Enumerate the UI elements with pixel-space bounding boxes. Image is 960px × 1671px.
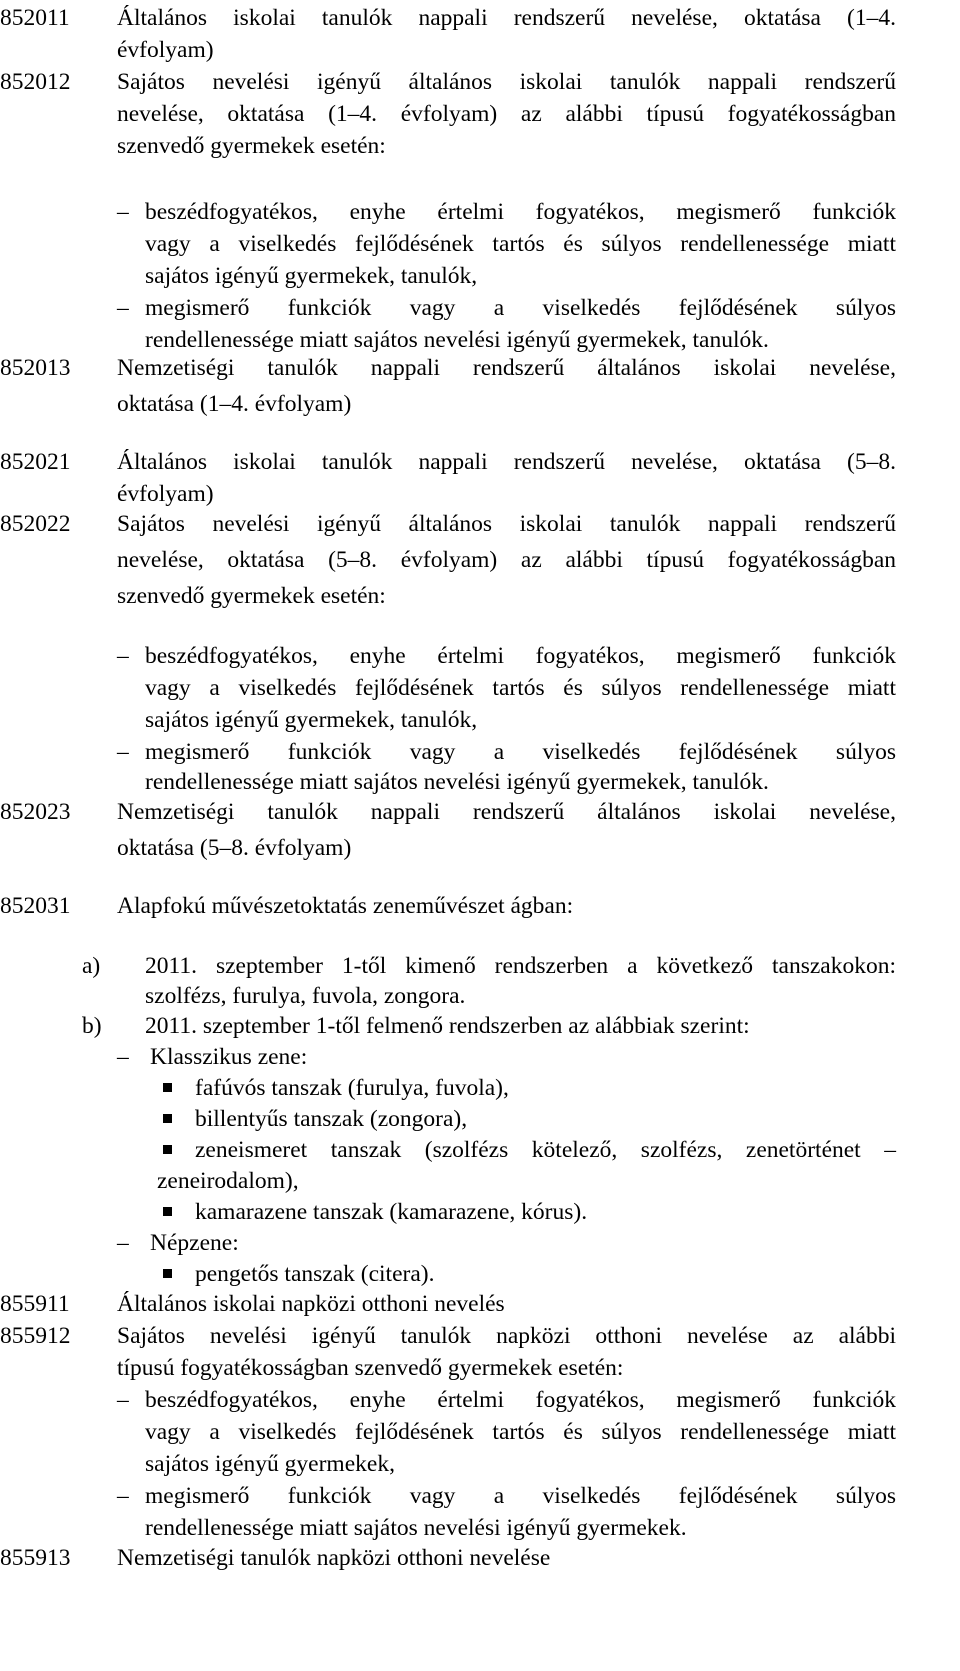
sub-item-text: fafúvós tanszak (furulya, fuvola), bbox=[195, 1075, 509, 1101]
bullet-text-line: vagy a viselkedés fejlődésének tartós és súlyos rendellenessége miatt bbox=[145, 1419, 896, 1445]
bullet-text-line: vagy a viselkedés fejlődésének tartós és súlyos rendellenessége miatt bbox=[145, 675, 896, 701]
entry-text-line: nevelése, oktatása (1–4. évfolyam) az alábbi típusú fogyatékosságban bbox=[117, 101, 896, 127]
square-bullet-icon bbox=[163, 1145, 172, 1154]
entry-text-line: Sajátos nevelési igényű tanulók napközi otthoni nevelése az alábbi bbox=[117, 1323, 896, 1349]
bullet-text-line: beszédfogyatékos, enyhe értelmi fogyatékos, megismerő funkciók bbox=[145, 643, 896, 669]
entry-text-line: szenvedő gyermekek esetén: bbox=[117, 133, 386, 159]
bullet-text-line: megismerő funkciók vagy a viselkedés fejlődésének súlyos bbox=[145, 1483, 896, 1509]
item-text-line: 2011. szeptember 1-től kimenő rendszerben a következő tanszakokon: bbox=[145, 953, 896, 979]
square-bullet-icon bbox=[163, 1269, 172, 1278]
dash-bullet: – bbox=[117, 1230, 129, 1256]
entry-text-line: Nemzetiségi tanulók nappali rendszerű általános iskolai nevelése, bbox=[117, 799, 896, 825]
entry-code: 855911 bbox=[0, 1291, 70, 1317]
entry-text-line: Sajátos nevelési igényű általános iskolai tanulók nappali rendszerű bbox=[117, 511, 896, 537]
entry-text-line: évfolyam) bbox=[117, 481, 214, 507]
entry-text-line: típusú fogyatékosságban szenvedő gyermekek esetén: bbox=[117, 1355, 624, 1381]
dash-bullet: – bbox=[117, 1044, 129, 1070]
dash-bullet: – bbox=[117, 643, 129, 669]
sub-item-text: zeneismeret tanszak (szolfézs kötelező, szolfézs, zenetörténet – bbox=[195, 1137, 896, 1163]
group-title: Népzene: bbox=[150, 1230, 239, 1256]
entry-text-line: Általános iskolai tanulók nappali rendszerű nevelése, oktatása (1–4. bbox=[117, 5, 896, 31]
square-bullet-icon bbox=[163, 1207, 172, 1216]
entry-text-line: Alapfokú művészetoktatás zeneművészet ágban: bbox=[117, 893, 574, 919]
item-label: a) bbox=[82, 953, 101, 979]
entry-code: 855912 bbox=[0, 1323, 71, 1349]
bullet-text-line: rendellenessége miatt sajátos nevelési igényű gyermekek, tanulók. bbox=[145, 327, 769, 353]
dash-bullet: – bbox=[117, 739, 129, 765]
entry-code: 852021 bbox=[0, 449, 71, 475]
entry-text-line: oktatása (1–4. évfolyam) bbox=[117, 391, 352, 417]
item-text-line: 2011. szeptember 1-től felmenő rendszerben az alábbiak szerint: bbox=[145, 1013, 750, 1039]
sub-item-text: kamarazene tanszak (kamarazene, kórus). bbox=[195, 1199, 588, 1225]
entry-text-line: Nemzetiségi tanulók nappali rendszerű általános iskolai nevelése, bbox=[117, 355, 896, 381]
dash-bullet: – bbox=[117, 1483, 129, 1509]
entry-text-line: szenvedő gyermekek esetén: bbox=[117, 583, 386, 609]
square-bullet-icon bbox=[163, 1114, 172, 1123]
entry-text-line: Sajátos nevelési igényű általános iskolai tanulók nappali rendszerű bbox=[117, 69, 896, 95]
bullet-text-line: megismerő funkciók vagy a viselkedés fejlődésének súlyos bbox=[145, 739, 896, 765]
group-title: Klasszikus zene: bbox=[150, 1044, 308, 1070]
dash-bullet: – bbox=[117, 295, 129, 321]
entry-code: 855913 bbox=[0, 1545, 71, 1571]
dash-bullet: – bbox=[117, 199, 129, 225]
entry-code: 852011 bbox=[0, 5, 70, 31]
entry-text-line: évfolyam) bbox=[117, 37, 214, 63]
bullet-text-line: vagy a viselkedés fejlődésének tartós és súlyos rendellenessége miatt bbox=[145, 231, 896, 257]
sub-item-text: zeneirodalom), bbox=[157, 1168, 299, 1194]
entry-code: 852031 bbox=[0, 893, 71, 919]
dash-bullet: – bbox=[117, 1387, 129, 1413]
item-text-line: szolfézs, furulya, fuvola, zongora. bbox=[145, 983, 466, 1009]
entry-text-line: oktatása (5–8. évfolyam) bbox=[117, 835, 352, 861]
bullet-text-line: rendellenessége miatt sajátos nevelési igényű gyermekek, tanulók. bbox=[145, 769, 769, 795]
item-label: b) bbox=[82, 1013, 102, 1039]
sub-item-text: pengetős tanszak (citera). bbox=[195, 1261, 435, 1287]
entry-code: 852023 bbox=[0, 799, 71, 825]
square-bullet-icon bbox=[163, 1083, 172, 1092]
entry-text-line: Általános iskolai napközi otthoni nevelés bbox=[117, 1291, 505, 1317]
sub-item-text: billentyűs tanszak (zongora), bbox=[195, 1106, 468, 1132]
bullet-text-line: beszédfogyatékos, enyhe értelmi fogyatékos, megismerő funkciók bbox=[145, 1387, 896, 1413]
bullet-text-line: beszédfogyatékos, enyhe értelmi fogyatékos, megismerő funkciók bbox=[145, 199, 896, 225]
bullet-text-line: rendellenessége miatt sajátos nevelési igényű gyermekek. bbox=[145, 1515, 687, 1541]
bullet-text-line: sajátos igényű gyermekek, tanulók, bbox=[145, 707, 478, 733]
entry-text-line: Általános iskolai tanulók nappali rendszerű nevelése, oktatása (5–8. bbox=[117, 449, 896, 475]
entry-code: 852012 bbox=[0, 69, 71, 95]
bullet-text-line: megismerő funkciók vagy a viselkedés fejlődésének súlyos bbox=[145, 295, 896, 321]
bullet-text-line: sajátos igényű gyermekek, bbox=[145, 1451, 395, 1477]
entry-text-line: nevelése, oktatása (5–8. évfolyam) az alábbi típusú fogyatékosságban bbox=[117, 547, 896, 573]
bullet-text-line: sajátos igényű gyermekek, tanulók, bbox=[145, 263, 478, 289]
entry-text-line: Nemzetiségi tanulók napközi otthoni nevelése bbox=[117, 1545, 551, 1571]
entry-code: 852022 bbox=[0, 511, 71, 537]
entry-code: 852013 bbox=[0, 355, 71, 381]
